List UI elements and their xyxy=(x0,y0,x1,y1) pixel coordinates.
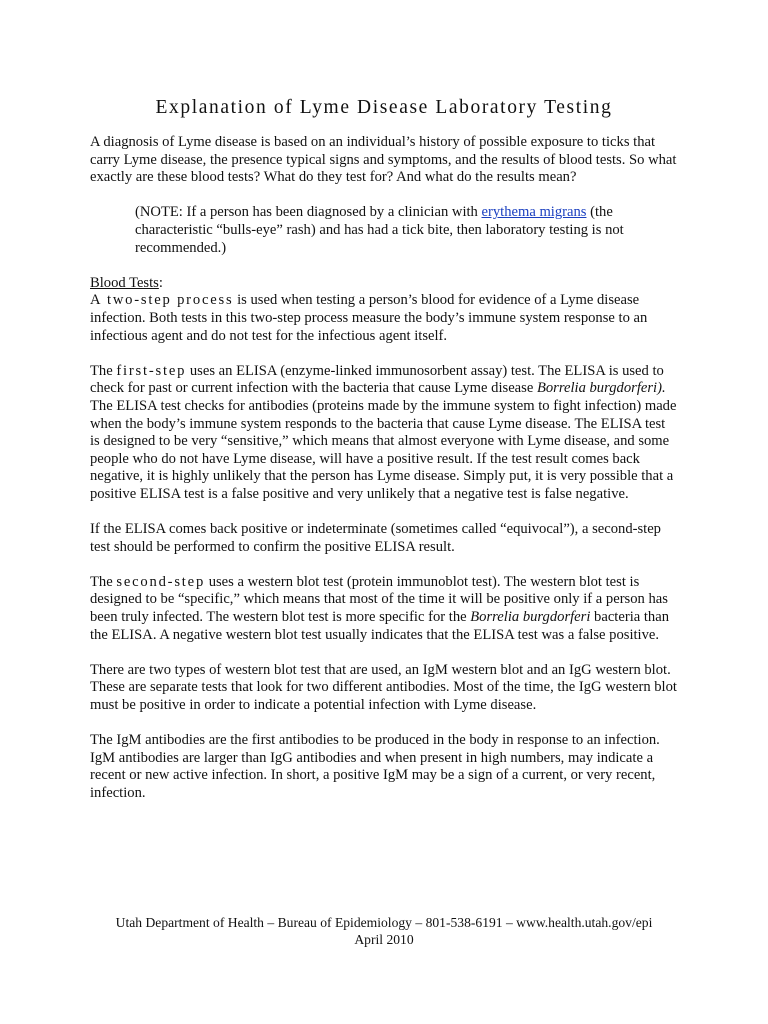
western-blot-types-paragraph: There are two types of western blot test that are used, an IgM western blot and an IgG western blot. These are separate tests that look for two different antibodies. Most of the time, the IgG western blot must be positive in order to indicate a potential infection with Lyme disease. xyxy=(90,661,677,713)
blood-tests-heading-colon: : xyxy=(158,274,163,291)
first-step-lead: The xyxy=(90,362,117,379)
erythema-migrans-link[interactable]: erythema migrans xyxy=(481,204,587,221)
igm-paragraph: The IgM antibodies are the first antibodies to be produced in the body in response to an infection. IgM antibodies are larger than IgG antibodies and when present in high numbers, may indicate a recent or new active infection. In short, a positive IgM may be a sign of a current, or very recent, infection. xyxy=(90,732,660,801)
second-step-lead: The xyxy=(90,573,117,590)
blood-tests-heading: Blood Tests xyxy=(90,274,159,291)
footer-date: April 2010 xyxy=(354,932,414,947)
equivocal-paragraph: If the ELISA comes back positive or indeterminate (sometimes called “equivocal”), a second-step test should be performed to confirm the positive ELISA result. xyxy=(90,521,661,555)
document-body xyxy=(90,134,678,803)
intro-paragraph: A diagnosis of Lyme disease is based on an individual’s history of possible exposure to ticks that carry Lyme disease, the presence typical signs and symptoms, and the results of blood tests. So what exactly are these blood tests? What do they test for? And what do the results mean? xyxy=(90,134,677,186)
second-step-term: second-step xyxy=(116,573,206,590)
note-text-before: (NOTE: If a person has been diagnosed by a clinician with xyxy=(135,204,482,221)
footer-contact: Utah Department of Health – Bureau of Epidemiology – 801-538-6191 – www.health.utah.gov/epi xyxy=(115,915,653,930)
first-step-text-2: The ELISA test checks for antibodies (proteins made by the immune system to fight infection) made when the body’s immune system responds to the bacteria that cause Lyme disease. The ELISA test is designed to be very “sensitive,” which means that almost everyone with Lyme disease, and some people who do not have Lyme disease, will have a positive result. If the test result comes back negative, it is highly unlikely that the person has Lyme disease. Simply put, it is very possible that a positive ELISA test is a false positive and very unlikely that a negative test is false negative. xyxy=(90,397,677,502)
second-step-text-1: uses a western blot test (protein immunoblot test). The western blot test is designed to be “specific,” which means that most of the time it will be positive only if a person has been truly infected. The western blot test is more specific for the xyxy=(90,573,668,626)
first-step-text-1: uses an ELISA (enzyme-linked immunosorbent assay) test. The ELISA is used to check for past or current infection with the bacteria that cause Lyme disease xyxy=(90,362,664,397)
note-paragraph xyxy=(135,204,678,257)
two-step-process-term: A two-step process xyxy=(90,292,234,309)
blood-tests-text: is used when testing a person’s blood for evidence of a Lyme disease infection. Both tests in this two-step process measure the body’s immune system response to an infectious agent and do not test for the infectious agent itself. xyxy=(90,292,648,344)
first-step-term: first-step xyxy=(116,362,187,379)
borrelia-italic-1: Borrelia burgdorferi). xyxy=(536,380,666,397)
first-step-paragraph xyxy=(90,363,678,504)
document-title: Explanation of Lyme Disease Laboratory Testing xyxy=(155,97,613,118)
second-step-paragraph xyxy=(90,574,678,644)
note-text-after: (the characteristic “bulls-eye” rash) and has had a tick bite, then laboratory testing is not recommended.) xyxy=(135,204,624,256)
borrelia-italic-2: Borrelia burgdorferi xyxy=(470,609,591,626)
second-step-text-2: bacteria than the ELISA. A negative western blot test usually indicates that the ELISA test was a false positive. xyxy=(90,609,670,643)
blood-tests-section xyxy=(90,275,678,345)
page-footer xyxy=(0,914,768,948)
